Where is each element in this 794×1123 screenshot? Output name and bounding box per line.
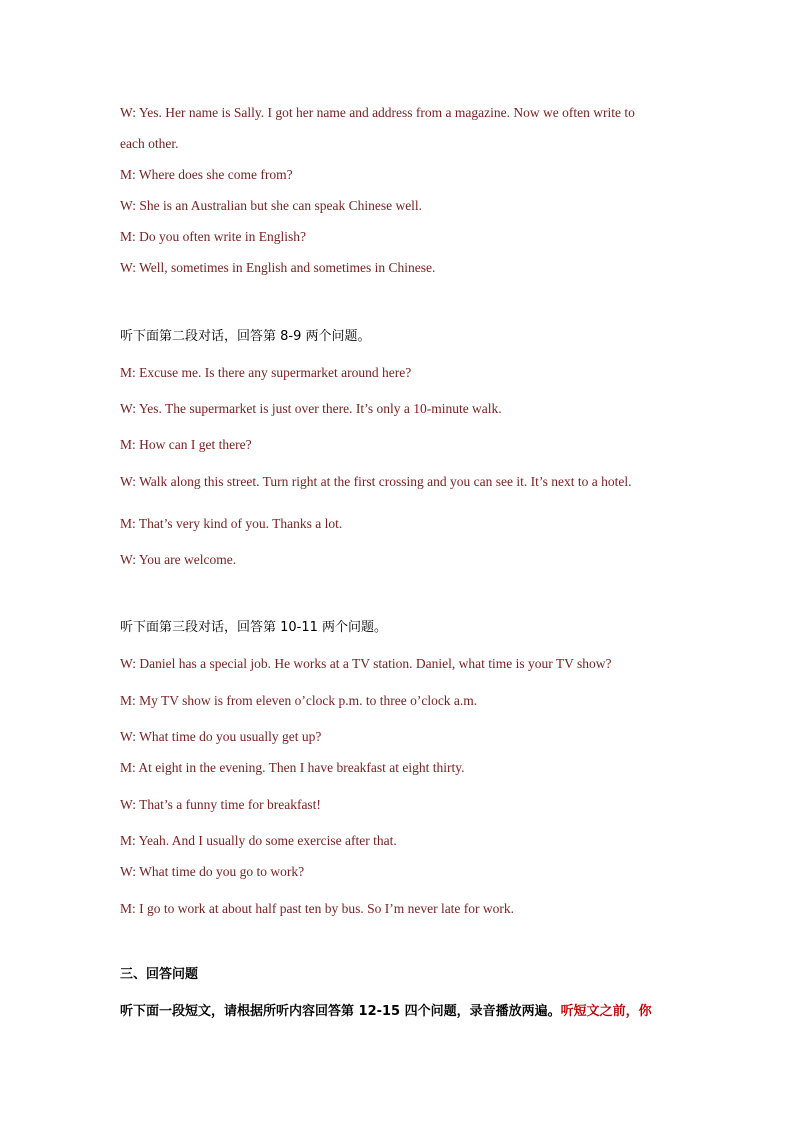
dialogue1-line-1: W: Yes. Her name is Sally. I got her name and address from a magazine. Now we often write to	[120, 105, 635, 120]
instruction-line	[120, 1003, 652, 1021]
dialogue2-line-5: M: That’s very kind of you. Thanks a lot.	[120, 516, 343, 531]
dialogue2-line-4: W: Walk along this street. Turn right at the first crossing and you can see it. It’s next to a hotel.	[120, 474, 632, 489]
dialogue3-line-3: W: What time do you usually get up?	[120, 729, 322, 744]
dialogue3-line-6: M: Yeah. And I usually do some exercise after that.	[120, 833, 397, 848]
dialogue3-line-1: W: Daniel has a special job. He works at a TV station. Daniel, what time is your TV show?	[120, 656, 612, 671]
instruction-main: 听下面一段短文，请根据所听内容回答第 12-15 四个问题，录音播放两遍。	[120, 1004, 561, 1019]
dialogue1-line-3: M: Where does she come from?	[120, 167, 293, 182]
dialogue1-line-6: W: Well, sometimes in English and sometimes in Chinese.	[120, 260, 436, 275]
dialogue1-line-4: W: She is an Australian but she can speak Chinese well.	[120, 198, 423, 213]
dialogue2-line-6: W: You are welcome.	[120, 552, 237, 567]
dialogue2-line-2: W: Yes. The supermarket is just over there. It’s only a 10-minute walk.	[120, 401, 502, 416]
dialogue3-line-5: W: That’s a funny time for breakfast!	[120, 797, 321, 812]
dialogue1-line-5: M: Do you often write in English?	[120, 229, 306, 244]
section3-heading: 听下面第三段对话，回答第 10-11 两个问题。	[120, 620, 388, 635]
dialogue3-line-4: M: At eight in the evening. Then I have breakfast at eight thirty.	[120, 760, 465, 775]
instruction-highlight: 听短文之前，你	[560, 1004, 652, 1019]
dialogue1-line-2: each other.	[120, 136, 179, 151]
dialogue3-line-7: W: What time do you go to work?	[120, 864, 305, 879]
dialogue2-line-1: M: Excuse me. Is there any supermarket around here?	[120, 365, 412, 380]
dialogue3-line-2: M: My TV show is from eleven o’clock p.m. to three o’clock a.m.	[120, 693, 478, 708]
dialogue2-line-3: M: How can I get there?	[120, 437, 252, 452]
part3-title: 三、回答问题	[120, 967, 199, 982]
dialogue3-line-8: M: I go to work at about half past ten by bus. So I’m never late for work.	[120, 901, 515, 916]
section2-heading: 听下面第二段对话，回答第 8-9 两个问题。	[120, 329, 371, 344]
